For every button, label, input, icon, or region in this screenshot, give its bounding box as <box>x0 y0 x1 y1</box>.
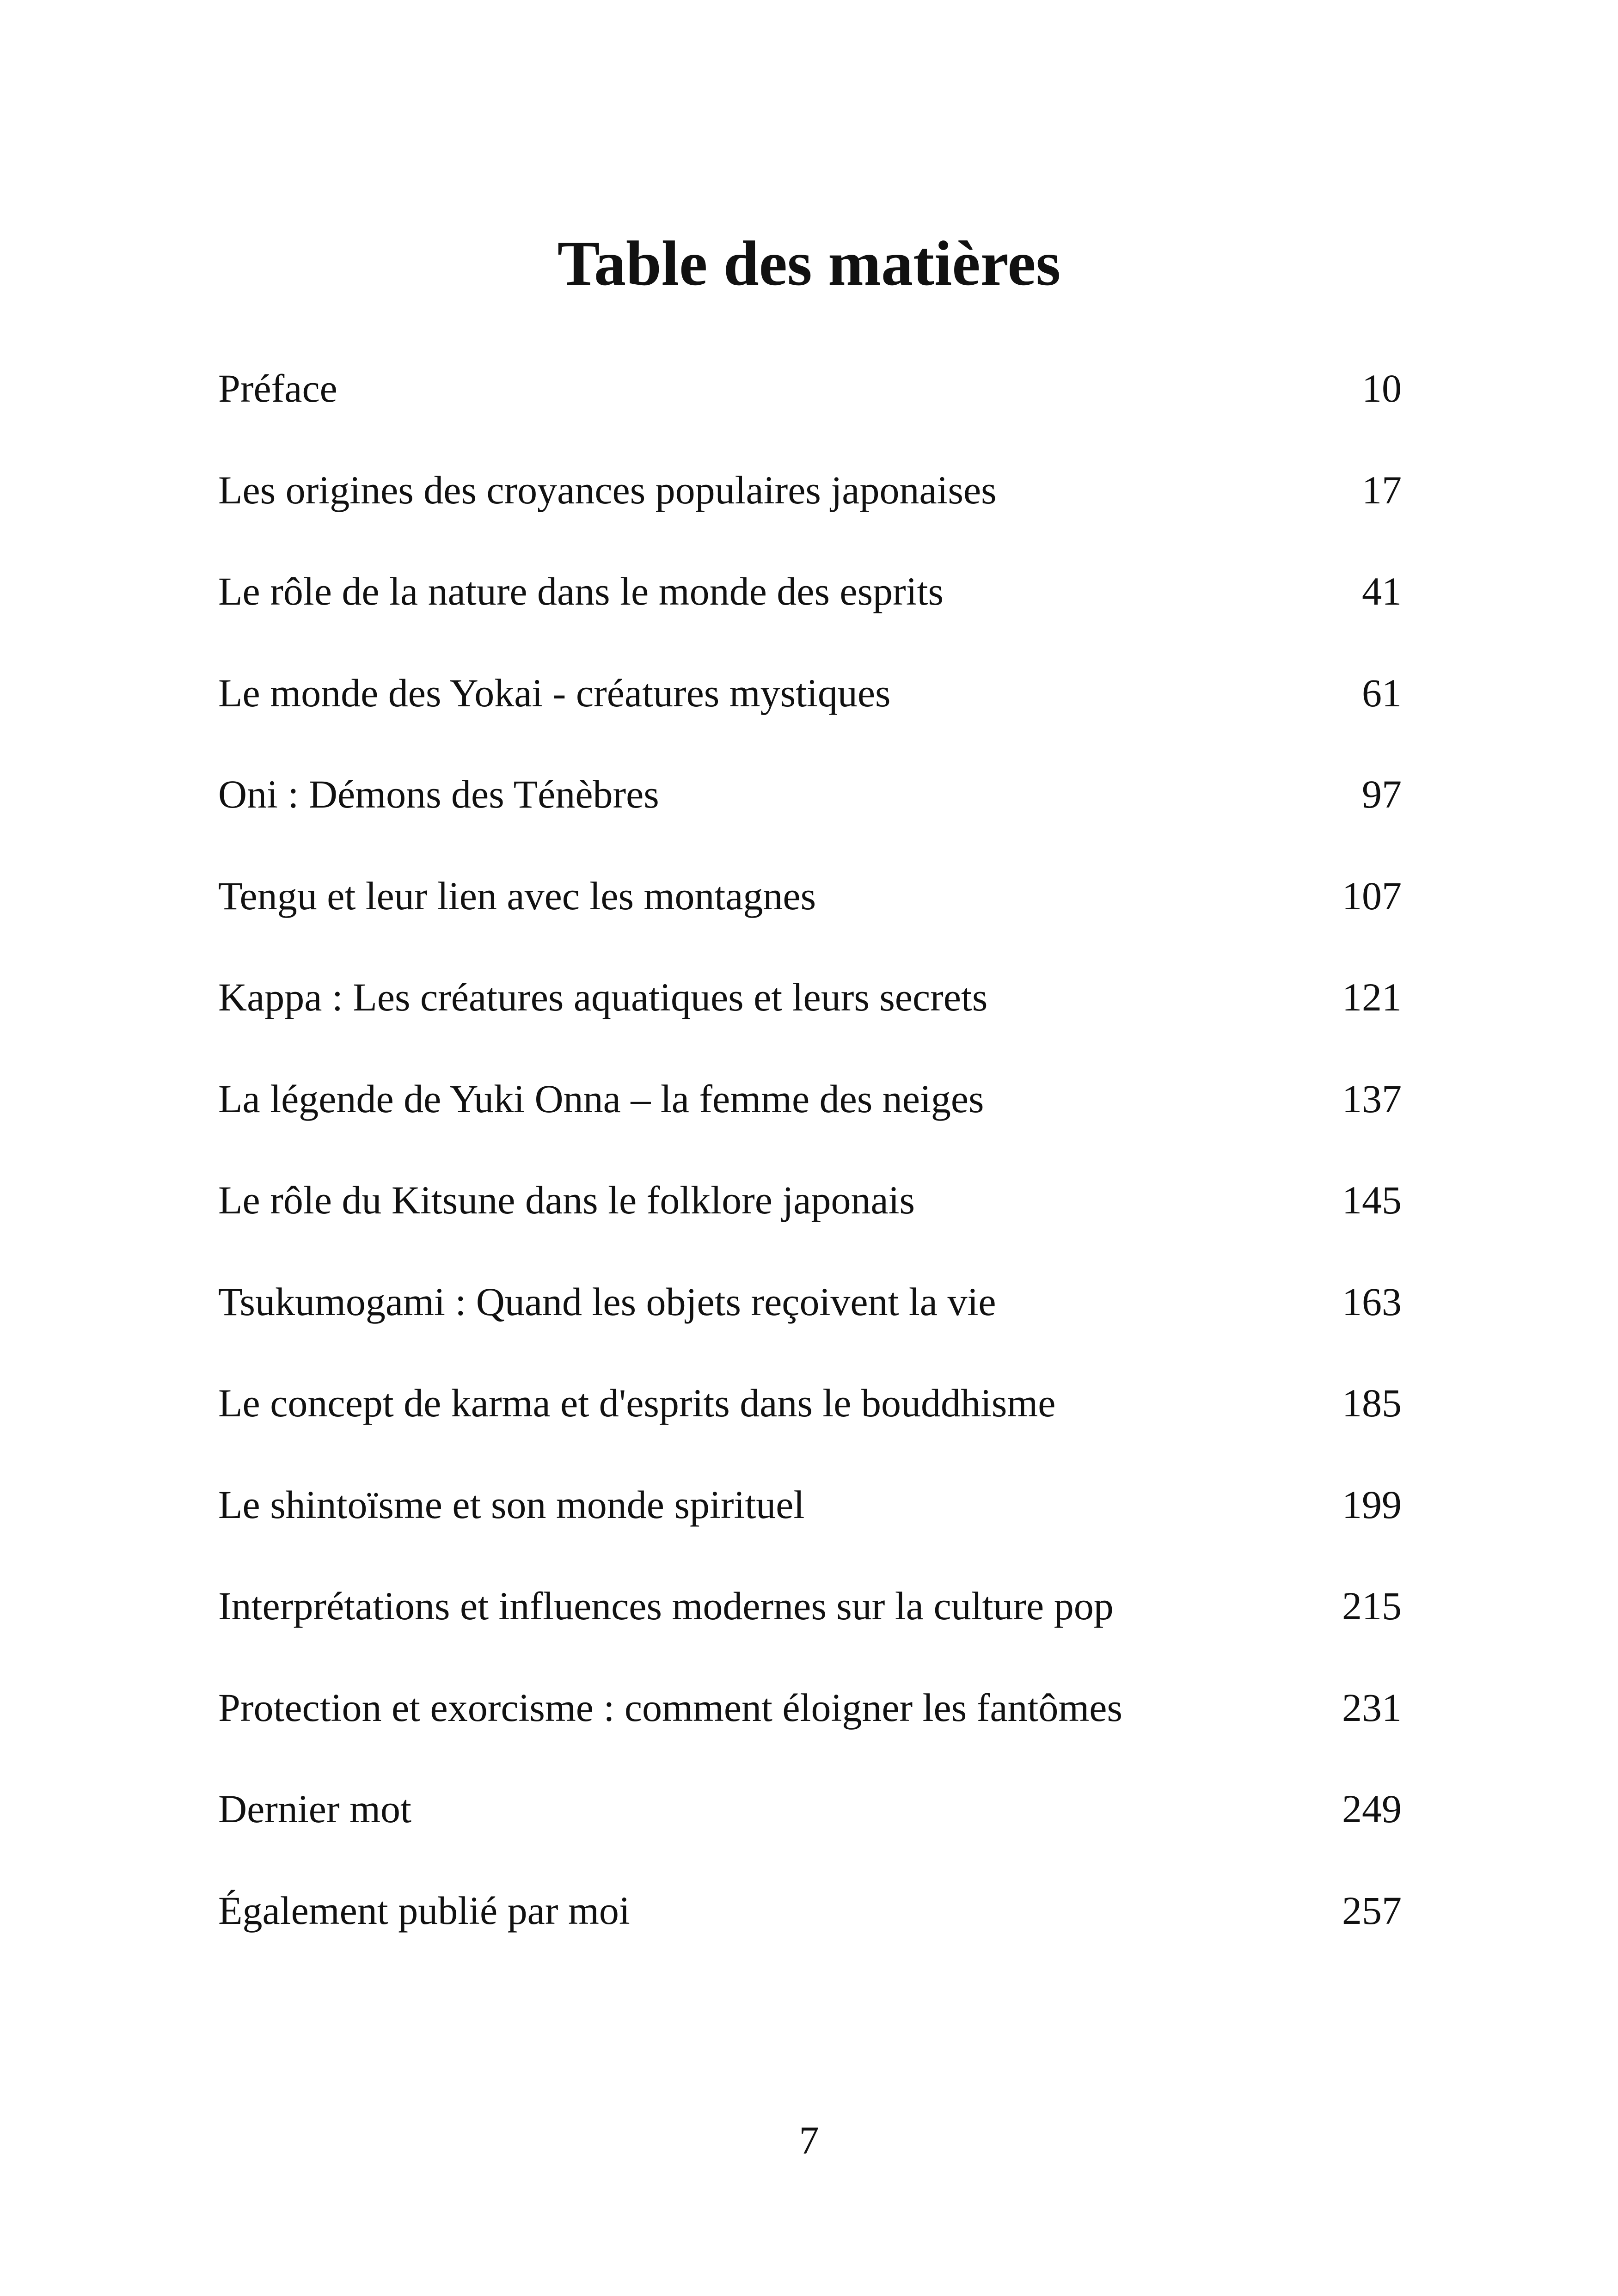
toc-entry-title: Kappa : Les créatures aquatiques et leurs secrets <box>218 975 988 1019</box>
toc-entry-page: 257 <box>1342 1888 1402 1933</box>
toc-entry <box>218 1371 1402 1472</box>
toc-entry <box>218 559 1402 661</box>
toc-entry-title: Le concept de karma et d'esprits dans le bouddhisme <box>218 1381 1056 1425</box>
toc-entry-page: 215 <box>1342 1584 1402 1628</box>
toc-entry-page: 97 <box>1362 772 1402 816</box>
toc-entry-page: 17 <box>1362 467 1402 512</box>
toc-entry-title: Protection et exorcisme : comment éloigner les fantômes <box>218 1685 1122 1730</box>
toc-entry <box>218 762 1402 863</box>
toc-entry-page: 163 <box>1342 1279 1402 1324</box>
toc-entry-title: Le monde des Yokai - créatures mystiques <box>218 670 891 715</box>
toc-entry-title: Dernier mot <box>218 1787 411 1831</box>
toc-entry <box>218 1472 1402 1574</box>
toc-entry-page: 137 <box>1342 1076 1402 1121</box>
toc-entry-page: 61 <box>1362 670 1402 715</box>
toc-entry-title: Préface <box>218 366 337 410</box>
toc-entry <box>218 1066 1402 1168</box>
toc-entry-page: 145 <box>1342 1178 1402 1222</box>
toc-entry-page: 249 <box>1342 1787 1402 1831</box>
page-title: Table des matières <box>557 228 1061 299</box>
toc-entry-page: 121 <box>1342 975 1402 1019</box>
toc-entry-title: Le shintoïsme et son monde spirituel <box>218 1482 805 1527</box>
toc-entry-title: Également publié par moi <box>218 1888 630 1933</box>
toc-entry-title: Oni : Démons des Ténèbres <box>218 772 659 816</box>
toc-entry-page: 41 <box>1362 569 1402 613</box>
toc-entry <box>218 661 1402 762</box>
toc-entry <box>218 1675 1402 1777</box>
toc-entry-title: Le rôle de la nature dans le monde des esprits <box>218 569 944 613</box>
toc-entry-title: Les origines des croyances populaires japonaises <box>218 467 997 512</box>
toc-entry-page: 107 <box>1342 873 1402 918</box>
toc-entry <box>218 1776 1402 1878</box>
toc-entry <box>218 1269 1402 1371</box>
toc-entry <box>218 1574 1402 1675</box>
toc-entry-page: 231 <box>1342 1685 1402 1730</box>
toc-entry-title: Tsukumogami : Quand les objets reçoivent la vie <box>218 1279 996 1324</box>
toc-entry-title: La légende de Yuki Onna – la femme des neiges <box>218 1076 984 1121</box>
toc-entry-title: Tengu et leur lien avec les montagnes <box>218 873 816 918</box>
page-number: 7 <box>799 2118 819 2162</box>
table-of-contents <box>218 356 1402 1979</box>
toc-entry <box>218 1878 1402 1980</box>
toc-entry <box>218 965 1402 1066</box>
toc-entry <box>218 863 1402 965</box>
toc-entry <box>218 458 1402 559</box>
toc-entry-title: Interprétations et influences modernes sur la culture pop <box>218 1584 1114 1628</box>
toc-entry-page: 185 <box>1342 1381 1402 1425</box>
toc-entry <box>218 1168 1402 1269</box>
toc-entry-page: 199 <box>1342 1482 1402 1527</box>
toc-entry-title: Le rôle du Kitsune dans le folklore japonais <box>218 1178 915 1222</box>
toc-entry <box>218 356 1402 458</box>
toc-entry-page: 10 <box>1362 366 1402 410</box>
